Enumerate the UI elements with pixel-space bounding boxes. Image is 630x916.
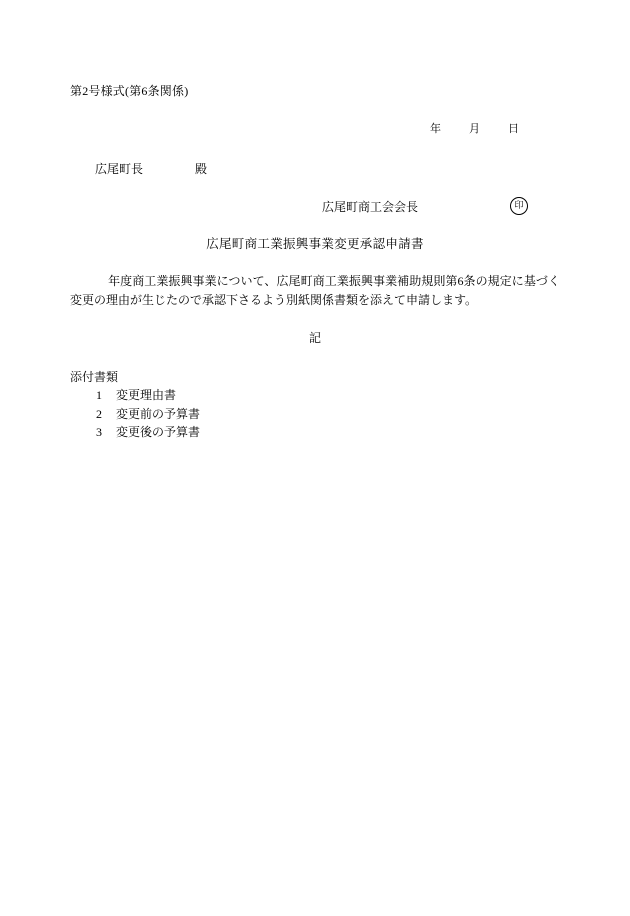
date-line	[430, 120, 519, 136]
list-item-number: 3	[96, 425, 102, 440]
list-item-label: 変更前の予算書	[116, 406, 201, 421]
list-item-number: 2	[96, 406, 102, 421]
addressee-name: 広尾町長	[95, 162, 144, 176]
list-item	[70, 386, 200, 405]
ki-marker: 記	[308, 331, 321, 345]
applicant-name: 広尾町商工会会長	[322, 200, 419, 214]
list-item-label: 変更後の予算書	[116, 425, 201, 440]
list-item-label: 変更理由書	[116, 388, 177, 402]
body-paragraph	[70, 272, 560, 309]
attachments-list	[70, 386, 200, 442]
addressee-honorific: 殿	[195, 162, 208, 176]
document-title: 広尾町商工業振興事業変更承認申請書	[206, 237, 424, 251]
date-month-label: 月	[469, 123, 480, 135]
addressee	[95, 160, 207, 177]
form-number: 第2号様式(第6条関係)	[70, 84, 189, 98]
body-paragraph-text: 年度商工業振興事業について、広尾町商工業振興事業補助規則第6条の規定に基づく変更の理由が生じたので承認下さるよう別紙関係書類を添えて申請します。	[70, 274, 560, 307]
list-item-number: 1	[96, 388, 102, 402]
list-item	[70, 405, 200, 424]
date-day-label: 日	[508, 123, 519, 135]
date-year-label: 年	[430, 123, 441, 135]
attachments-heading: 添付書類	[70, 370, 119, 384]
list-item	[70, 423, 200, 442]
seal-stamp-icon: 印	[510, 197, 528, 215]
